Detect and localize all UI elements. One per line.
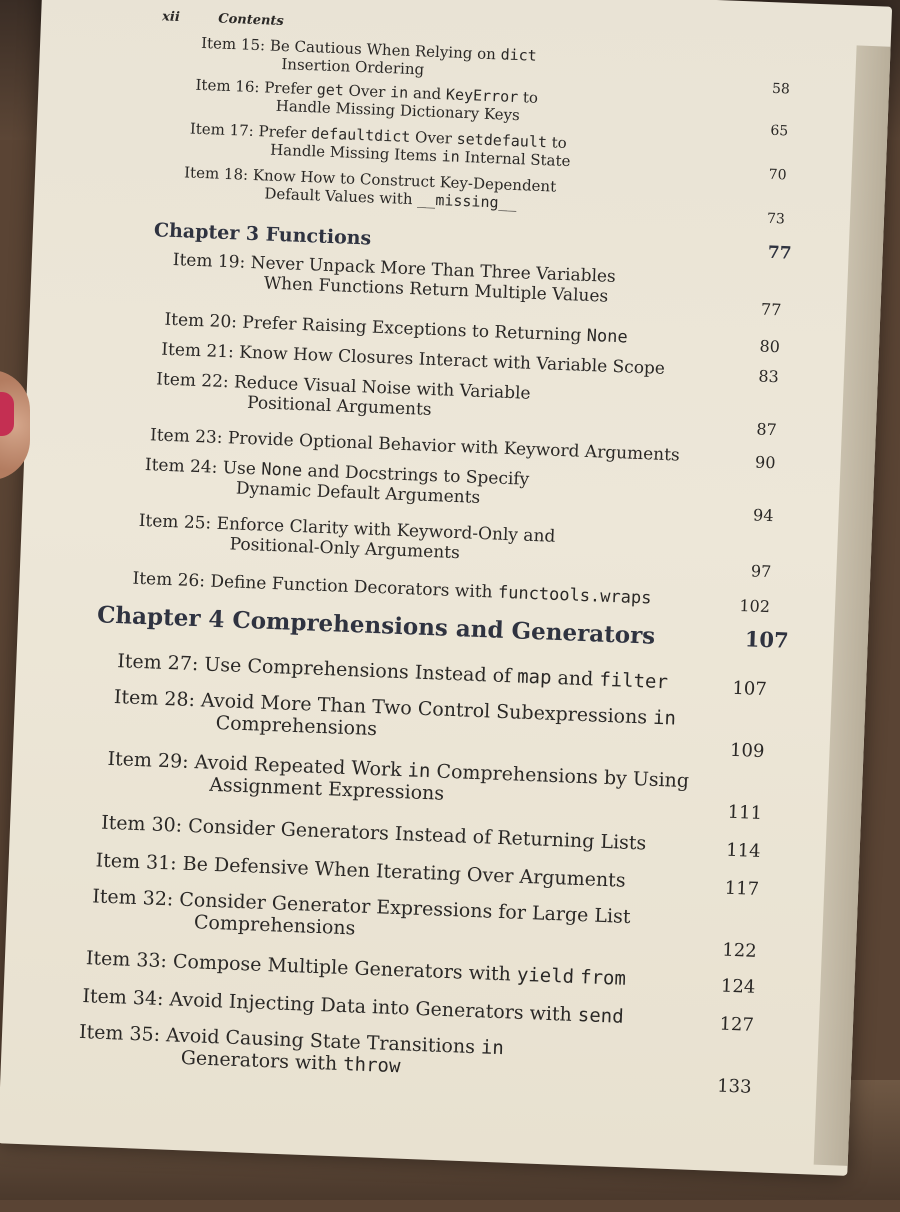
item-title-line2: Insertion Ordering: [281, 54, 425, 79]
item-number: Item 21:: [160, 339, 235, 363]
item-number: Item 30:: [100, 811, 183, 837]
item-page-number: 111: [727, 801, 763, 824]
item-number: Item 31:: [95, 849, 178, 875]
header-title: Contents: [217, 11, 285, 30]
item-title-line2: When Functions Return Multiple Values: [263, 273, 609, 307]
item-title-line1: Consider Generator Expressions for Large List: [178, 888, 631, 929]
item-title-line2: Positional-Only Arguments: [229, 534, 461, 564]
item-number: Item 23:: [149, 425, 223, 448]
item-page-number: 122: [721, 939, 758, 962]
item-title-line1: Know How to Construct Key-Dependent: [252, 165, 557, 196]
item-number: Item 16:: [195, 75, 260, 97]
toc-item: [138, 511, 773, 575]
item-number: Item 17:: [189, 119, 255, 140]
item-page-number: 94: [752, 505, 774, 526]
item-number: Item 29:: [107, 747, 190, 773]
item-number: Item 33:: [85, 947, 168, 973]
item-page-number: 83: [758, 366, 780, 387]
item-number: Item 24:: [144, 455, 218, 478]
item-title-line1: Know How Closures Interact with Variable Scope: [238, 342, 666, 379]
item-title-line1: Prefer Raising Exceptions to Returning None: [241, 312, 629, 348]
facing-page-edge: [814, 45, 891, 1165]
item-page-number: 133: [716, 1075, 752, 1098]
item-title-line2: Generators with throw: [180, 1047, 401, 1078]
item-number: Item 26:: [132, 568, 206, 592]
item-title-line2: Dynamic Default Arguments: [235, 478, 481, 508]
item-title-line1: Avoid Repeated Work in Comprehensions by Using: [194, 751, 690, 793]
item-title-line1: Use None and Docstrings to Specify: [222, 458, 530, 490]
item-title-line1: Define Function Decorators with functools.wraps: [210, 571, 652, 609]
item-page-number: 97: [750, 561, 772, 582]
item-page-number: 124: [720, 975, 756, 998]
chapter-4-label: Chapter 4: [96, 601, 225, 634]
chapter-3-page: 77: [767, 242, 792, 264]
toc-item: [113, 686, 766, 756]
item-page-number: 73: [766, 210, 786, 228]
item-page-number: 127: [719, 1013, 755, 1036]
item-page-number: 102: [739, 595, 771, 617]
item-title-line1: Use Comprehensions Instead of map and filter: [203, 653, 669, 694]
item-page-number: 77: [760, 299, 782, 320]
chapter-4-title: Comprehensions and Generators: [231, 606, 656, 650]
item-title-line1: Compose Multiple Generators with yield from: [172, 950, 627, 990]
item-page-number: 65: [770, 123, 789, 140]
item-title-line1: Never Unpack More Than Three Variables: [250, 252, 617, 287]
item-title-line1: Provide Optional Behavior with Keyword Arguments: [227, 428, 681, 466]
item-title-line2: Assignment Expressions: [208, 774, 445, 806]
item-title-line1: Prefer get Over in and KeyError to: [263, 78, 539, 107]
item-page-number: 109: [729, 739, 765, 762]
item-number: Item 20:: [164, 309, 238, 333]
chapter-3-title: Functions: [265, 223, 372, 250]
toc-item: [78, 1021, 753, 1092]
item-title-line1: Prefer defaultdict Over setdefault to: [258, 122, 568, 152]
item-number: Item 18:: [183, 163, 249, 184]
toc-item: [106, 748, 763, 818]
chapter-3-label: Chapter 3: [153, 219, 260, 246]
item-number: Item 27:: [116, 650, 199, 676]
toc-item: [101, 812, 761, 860]
item-title-line1: Avoid More Than Two Control Subexpressions in: [200, 689, 677, 730]
item-page-number: 107: [732, 677, 768, 701]
running-header: [162, 9, 284, 29]
item-number: Item 22:: [155, 369, 230, 393]
item-page-number: 80: [759, 336, 781, 357]
item-page-number: 117: [724, 877, 760, 900]
item-number: Item 19:: [172, 249, 246, 273]
painted-nail: [0, 392, 14, 436]
item-title-line2: Positional Arguments: [246, 392, 432, 421]
chapter-4-heading: [97, 601, 656, 649]
toc-item: [172, 250, 783, 313]
item-page-number: 70: [768, 167, 787, 184]
chapter-3-heading: [154, 219, 372, 249]
item-title-line2: Comprehensions: [193, 911, 356, 940]
chapter-4-page: 107: [744, 626, 790, 653]
item-number: Item 28:: [113, 686, 196, 712]
toc-item: [91, 885, 758, 955]
item-title-line2: Default Values with __missing__: [264, 184, 517, 212]
item-title-line1: Reduce Visual Noise with Variable: [233, 372, 531, 404]
item-number: Item 32:: [91, 885, 174, 911]
item-title-line2: Comprehensions: [215, 712, 378, 741]
header-page-number: xii: [161, 9, 181, 26]
item-number: Item 35:: [78, 1020, 161, 1047]
item-title-line2: Handle Missing Items in Internal State: [269, 140, 571, 170]
item-number: Item 15:: [200, 33, 266, 55]
item-title-line1: Consider Generators Instead of Returning Lists: [187, 814, 647, 855]
item-title-line2: Handle Missing Dictionary Keys: [275, 96, 521, 124]
item-title-line1: Avoid Injecting Data into Generators with send: [169, 988, 625, 1028]
item-title-line1: Enforce Clarity with Keyword-Only and: [216, 513, 556, 547]
item-title-line1: Be Cautious When Relying on dict: [269, 36, 538, 65]
item-page-number: 90: [754, 452, 776, 473]
item-page-number: 58: [771, 81, 791, 98]
item-number: Item 25:: [138, 510, 212, 534]
item-page-number: 87: [756, 419, 778, 440]
item-title-line1: Be Defensive When Iterating Over Arguments: [182, 852, 626, 892]
toc-content: [57, 0, 823, 1212]
item-number: Item 34:: [82, 985, 164, 1011]
item-title-line1: Avoid Causing State Transitions in: [165, 1024, 505, 1060]
item-page-number: 114: [725, 839, 761, 862]
